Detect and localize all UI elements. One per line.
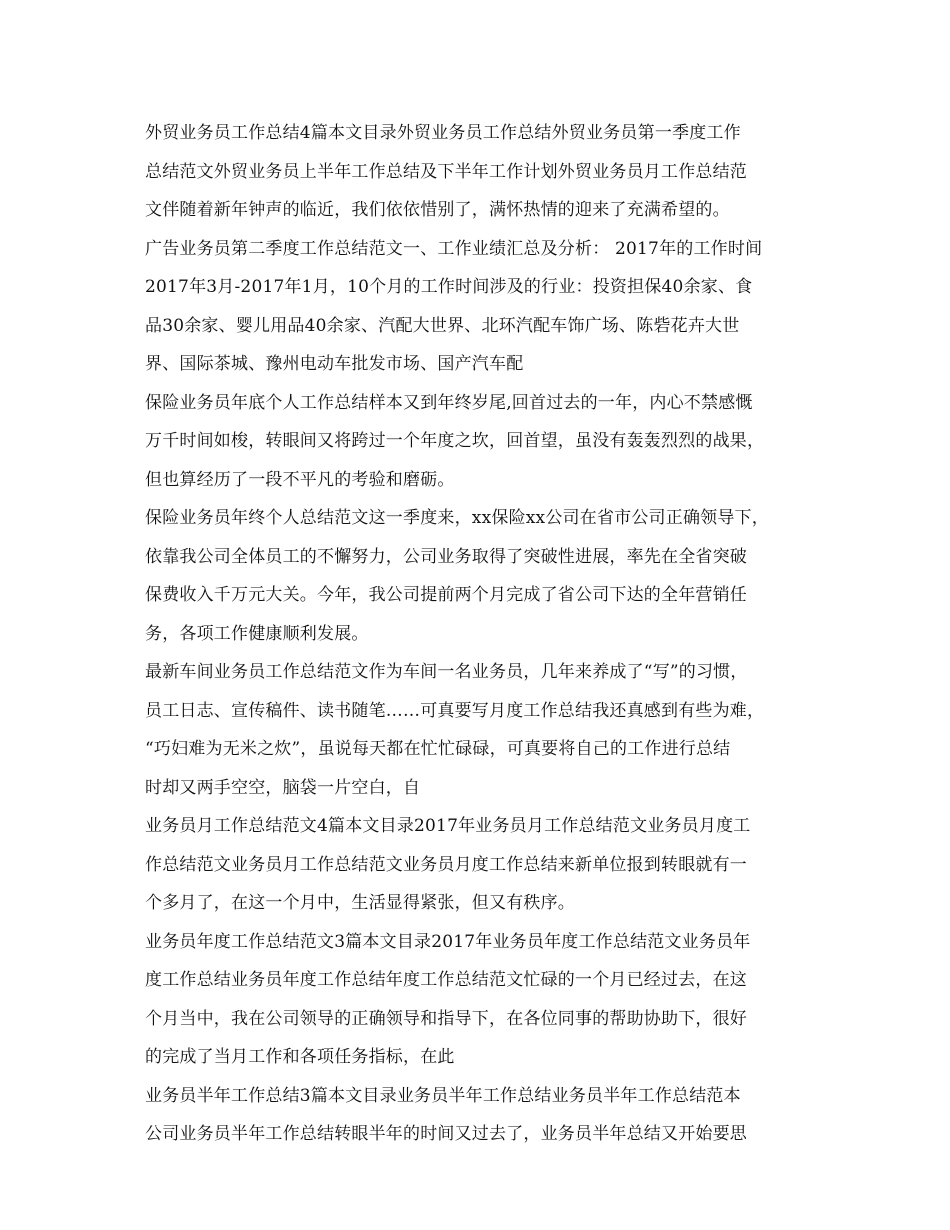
paragraph-monthly-summary <box>145 807 825 923</box>
paragraph-half-year-summary <box>145 1077 825 1154</box>
text-line: 2017年3月-2017年1月，10个月的工作时间涉及的行业：投资担保40余家、食 <box>145 277 753 297</box>
text-line: 但也算经历了一段不平凡的考验和磨砺。 <box>145 469 455 490</box>
text-line: 员工日志、宣传稿件、读书随笔……可真要写月度工作总结我还真感到有些为难， <box>145 700 765 721</box>
paragraph-insurance-year-end <box>145 384 825 500</box>
text-line: 保险业务员年底个人工作总结样本又到年终岁尾,回首过去的一年，内心不禁感慨 <box>145 392 753 413</box>
text-line: 外贸业务员工作总结4篇本文目录外贸业务员工作总结外贸业务员第一季度工作 <box>145 123 741 143</box>
text-line: 作总结范文业务员月工作总结范文业务员月度工作总结来新单位报到转眼就有一 <box>145 854 747 875</box>
text-line: 依靠我公司全体员工的不懈努力，公司业务取得了突破性进展，率先在全省突破 <box>145 546 747 567</box>
text-line: 度工作总结业务员年度工作总结年度工作总结范文忙碌的一个月已经过去，在这 <box>145 970 747 990</box>
text-line: 时却又两手空空，脑袋一片空白，自 <box>145 777 421 798</box>
text-line: 万千时间如梭，转眼间又将跨过一个年度之坎，回首望，虽没有轰轰烈烈的战果， <box>145 431 765 451</box>
text-line: 的完成了当月工作和各项任务指标，在此 <box>145 1047 455 1067</box>
paragraph-foreign-trade-summary <box>145 114 825 230</box>
text-line: 文伴随着新年钟声的临近，我们依依惜别了，满怀热情的迎来了充满希望的。 <box>145 200 730 220</box>
text-line: 务，各项工作健康顺利发展。 <box>145 623 369 644</box>
text-line: 公司业务员半年工作总结转眼半年的时间又过去了，业务员半年总结又开始要思 <box>145 1124 747 1144</box>
paragraph-annual-summary <box>145 923 825 1077</box>
text-line: 业务员月工作总结范文4篇本文目录2017年业务员月工作总结范文业务员月度工 <box>145 816 751 836</box>
text-line: 个多月了，在这一个月中，生活显得紧张，但又有秩序。 <box>145 893 575 913</box>
document-body <box>145 114 825 1154</box>
text-line: 保费收入千万元大关。今年，我公司提前两个月完成了省公司下达的全年营销任 <box>145 585 747 605</box>
paragraph-advertising-summary <box>145 230 825 384</box>
text-line: 保险业务员年终个人总结范文这一季度来，xx保险xx公司在省市公司正确领导下， <box>145 508 769 528</box>
text-line: 总结范文外贸业务员上半年工作总结及下半年工作计划外贸业务员月工作总结范 <box>145 161 747 182</box>
text-line: 广告业务员第二季度工作总结范文一、工作业绩汇总及分析： 2017年的工作时间 <box>145 238 763 259</box>
text-line: 个月当中，我在公司领导的正确领导和指导下，在各位同事的帮助协助下，很好 <box>145 1008 747 1029</box>
text-line: 最新车间业务员工作总结范文作为车间一名业务员，几年来养成了“写”的习惯， <box>145 662 748 682</box>
paragraph-insurance-annual <box>145 499 825 653</box>
text-line: 界、国际茶城、豫州电动车批发市场、国产汽车配 <box>145 354 524 374</box>
paragraph-workshop-summary <box>145 653 825 807</box>
text-line: 业务员年度工作总结范文3篇本文目录2017年业务员年度工作总结范文业务员年 <box>145 931 751 952</box>
text-line: “巧妇难为无米之炊”，虽说每天都在忙忙碌碌，可真要将自己的工作进行总结 <box>145 739 731 759</box>
text-line: 品30余家、婴儿用品40余家、汽配大世界、北环汽配车饰广场、陈砦花卉大世 <box>145 315 740 336</box>
text-line: 业务员半年工作总结3篇本文目录业务员半年工作总结业务员半年工作总结范本 <box>145 1085 741 1106</box>
